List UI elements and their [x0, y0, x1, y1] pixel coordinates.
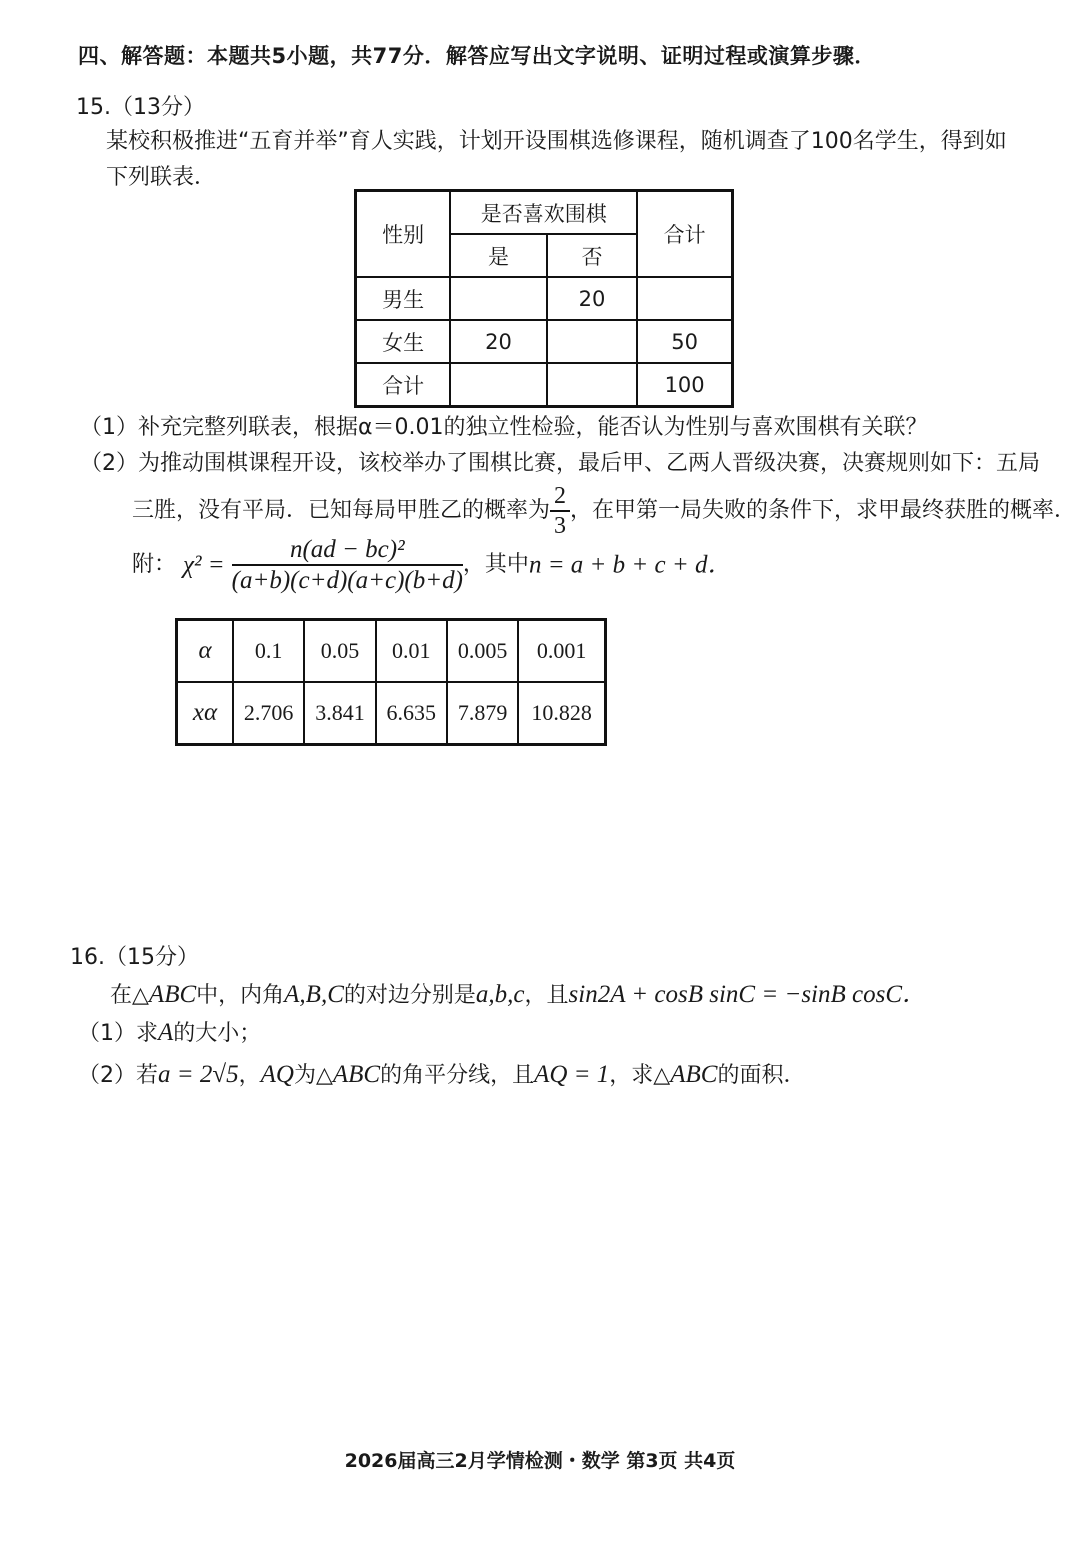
table-row-total: [356, 363, 733, 407]
q15-intro-line2: 下列联表．: [106, 165, 217, 190]
triangle-name: ABC: [670, 1061, 718, 1088]
cell-no: [547, 320, 638, 363]
critical-value: 10.828: [518, 682, 605, 745]
row-label: 男生: [356, 277, 451, 320]
q15-part2-line1: （2）为推动围棋课程开设，该校举办了围棋比赛，最后甲、乙两人晋级决赛，决赛规则如下：五局: [80, 451, 1041, 476]
alpha-value: 0.005: [447, 620, 518, 683]
stem-text: ，且: [524, 983, 569, 1008]
triangle-name: ABC: [332, 1061, 381, 1088]
q15-part2-line2: [132, 484, 1076, 538]
contingency-table: [354, 189, 734, 408]
critical-value-table: [175, 618, 607, 746]
gender-header: 性别: [356, 191, 451, 278]
q16-number: 16.（15分）: [70, 945, 199, 970]
stem-text: 在△: [110, 983, 149, 1008]
cell-yes: [450, 277, 546, 320]
chi-n-definition: n = a + b + c + d．: [528, 551, 733, 579]
angle-a: A: [158, 1019, 174, 1046]
critical-value: 7.879: [447, 682, 518, 745]
alpha-symbol: α: [177, 620, 234, 683]
sides: a,b,c: [475, 981, 525, 1008]
chi-fraction: [232, 537, 463, 593]
part1-text: （1）求: [78, 1021, 158, 1046]
section-header: 四、解答题：本题共5小题，共77分．解答应写出文字说明、证明过程或演算步骤．: [78, 44, 876, 68]
part2-text: 的面积．: [717, 1063, 806, 1088]
part2-text-b: ，在甲第一局失败的条件下，求甲最终获胜的概率．: [570, 498, 1077, 523]
bisector-name: AQ: [260, 1061, 294, 1088]
trig-equation: sin2A + cosB sinC = −sinB cosC．: [568, 981, 928, 1008]
part2-text: ，求△: [609, 1063, 671, 1088]
x-alpha-symbol: xα: [177, 682, 234, 745]
chi-denominator: (a+b)(c+d)(a+c)(b+d): [231, 567, 463, 594]
alpha-value: 0.01: [376, 620, 447, 683]
q15-intro-line1: 某校积极推进“五育并举”育人实践，计划开设围棋选修课程，随机调查了100名学生，得到如: [106, 129, 1007, 154]
critical-value: 6.635: [376, 682, 447, 745]
no-header: 否: [547, 234, 638, 277]
side-a-value: a = 2√5: [158, 1061, 239, 1088]
appendix-label: 附：: [132, 552, 177, 577]
cell-no: [547, 363, 638, 407]
total-header: 合计: [637, 191, 732, 278]
triangle-name: ABC: [148, 981, 197, 1008]
chi-square-formula: [132, 537, 733, 593]
alpha-row: [177, 620, 606, 683]
critical-value: 2.706: [233, 682, 304, 745]
cell-no: 20: [547, 277, 638, 320]
cell-yes: 20: [450, 320, 546, 363]
q16-part1: [78, 1016, 261, 1047]
table-row-female: [356, 320, 733, 363]
chi-numerator: n(ad − bc)²: [232, 537, 463, 566]
alpha-value: 0.1: [233, 620, 304, 683]
critical-value: 3.841: [304, 682, 375, 745]
q15-number: 15.（13分）: [76, 95, 205, 120]
table-row-male: [356, 277, 733, 320]
cell-total: 100: [637, 363, 732, 407]
part2-text: ，: [238, 1063, 261, 1088]
part2-text-a: 三胜，没有平局．已知每局甲胜乙的概率为: [132, 498, 551, 523]
page-footer: 2026届高三2月学情检测・数学 第3页 共4页: [344, 1450, 736, 1472]
critical-row: [177, 682, 606, 745]
alpha-value: 0.05: [304, 620, 375, 683]
cell-total: 50: [637, 320, 732, 363]
bisector-length: AQ = 1: [534, 1061, 610, 1088]
row-label: 合计: [356, 363, 451, 407]
stem-text: 的对边分别是: [343, 983, 476, 1008]
q16-part2: [78, 1058, 805, 1089]
fraction-numerator: 2: [550, 484, 570, 512]
part2-text: 的角平分线，且: [380, 1063, 535, 1088]
like-header: 是否喜欢围棋: [450, 191, 637, 235]
stem-text: 中，内角: [196, 983, 285, 1008]
part2-text: （2）若: [78, 1063, 158, 1088]
part1-text: 的大小；: [173, 1021, 262, 1046]
row-label: 女生: [356, 320, 451, 363]
alpha-value: 0.001: [518, 620, 605, 683]
chi-lhs: χ² =: [183, 551, 225, 579]
q15-part1: （1）补充完整列联表，根据α＝0.01的独立性检验，能否认为性别与喜欢围棋有关联？: [80, 415, 928, 440]
cell-yes: [450, 363, 546, 407]
part2-text: 为△: [293, 1063, 333, 1088]
q16-stem: [110, 974, 927, 1010]
chi-where: ，其中: [462, 552, 529, 577]
angles: A,B,C: [284, 981, 344, 1008]
cell-total: [637, 277, 732, 320]
yes-header: 是: [450, 234, 546, 277]
probability-fraction: [550, 484, 570, 538]
fraction-denominator: 3: [554, 513, 567, 539]
